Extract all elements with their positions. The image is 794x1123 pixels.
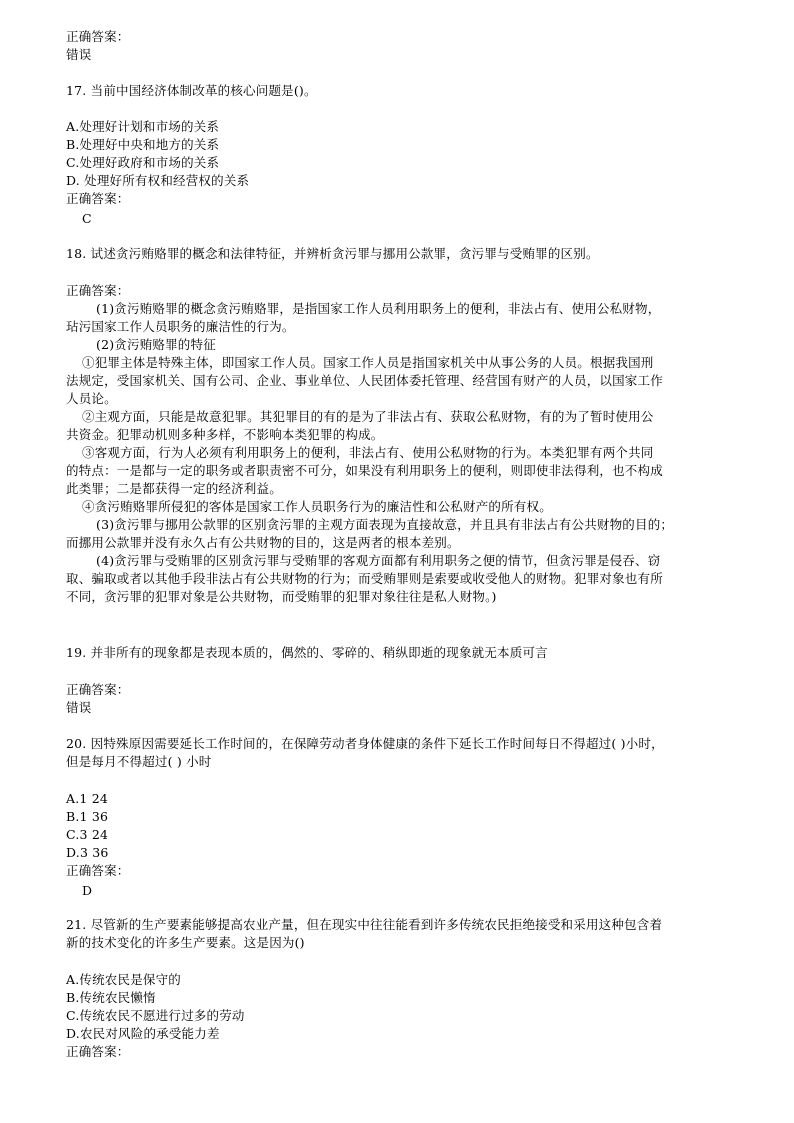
q21-option-d: D.农民对风险的承受能力差 xyxy=(66,1026,220,1041)
q17-option-c: C.处理好政府和市场的关系 xyxy=(66,155,220,170)
q21-question-line1: 21. 尽管新的生产要素能够提高农业产量，但在现实中往往能看到许多传统农民拒绝接受和采用这种包含着 xyxy=(66,917,663,932)
q21-question-line2: 新的技术变化的许多生产要素。这是因为() xyxy=(66,935,305,950)
q20-question-line1: 20. 因特殊原因需要延长工作时间的，在保障劳动者身体健康的条件下延长工作时间每日不得超过( )小时， xyxy=(66,736,664,751)
q18-answer-line: (1)贪污贿赂罪的概念贪污贿赂罪，是指国家工作人员利用职务上的便利，非法占有、使用公私财物， xyxy=(96,301,661,316)
q16-answer: 错误 xyxy=(66,47,92,62)
q21-option-b: B.传统农民懒惰 xyxy=(66,990,156,1005)
q18-answer-line: ②主观方面，只能是故意犯罪。其犯罪目的有的是为了非法占有、获取公私财物，有的为了暂时使用公 xyxy=(82,409,654,424)
q18-answer-line: 共资金。犯罪动机则多种多样，不影响本类犯罪的构成。 xyxy=(66,427,384,442)
q21-answer-label: 正确答案： xyxy=(66,1044,130,1059)
q18-answer-line: 不同，贪污罪的犯罪对象是公共财物，而受贿罪的犯罪对象往往是私人财物。) xyxy=(66,589,497,604)
q17-answer-label: 正确答案： xyxy=(66,191,130,206)
q18-answer-line: (2)贪污贿赂罪的特征 xyxy=(96,337,216,352)
q19-answer-label: 正确答案： xyxy=(66,682,130,697)
q18-answer-line: (3)贪污罪与挪用公款罪的区别贪污罪的主观方面表现为直接故意，并且具有非法占有公共财物的目的； xyxy=(96,517,674,532)
q17-option-b: B.处理好中央和地方的关系 xyxy=(66,137,220,152)
q20-option-c: C.3 24 xyxy=(66,827,109,842)
q21-option-a: A.传统农民是保守的 xyxy=(66,972,182,987)
q17-answer: C xyxy=(82,211,92,226)
q18-answer-line: 此类罪；二是都获得一定的经济利益。 xyxy=(66,481,282,496)
q18-answer-line: 人员论。 xyxy=(66,391,117,406)
q17-question: 17. 当前中国经济体制改革的核心问题是()。 xyxy=(66,83,317,98)
q20-option-a: A.1 24 xyxy=(66,791,109,806)
q19-question: 19. 并非所有的现象都是表现本质的，偶然的、零碎的、稍纵即逝的现象就无本质可言 xyxy=(66,645,548,660)
q18-answer-label: 正确答案： xyxy=(66,283,130,298)
q19-answer: 错误 xyxy=(66,700,92,715)
q17-option-a: A.处理好计划和市场的关系 xyxy=(66,119,220,134)
q18-answer-line: 的特点：一是都与一定的职务或者职责密不可分，如果没有利用职务上的便利，则即使非法得利，也不构成 xyxy=(66,463,663,478)
q18-answer-line: ③客观方面，行为人必须有利用职务上的便利，非法占有、使用公私财物的行为。本类犯罪有两个共同 xyxy=(82,445,654,460)
q20-option-d: D.3 36 xyxy=(66,845,109,860)
q18-answer-line: ④贪污贿赂罪所侵犯的客体是国家工作人员职务行为的廉洁性和公私财产的所有权。 xyxy=(82,499,552,514)
q21-option-c: C.传统农民不愿进行过多的劳动 xyxy=(66,1008,245,1023)
q18-answer-line: ①犯罪主体是特殊主体，即国家工作人员。国家工作人员是指国家机关中从事公务的人员。根据我国刑 xyxy=(82,355,654,370)
q20-answer-label: 正确答案： xyxy=(66,863,130,878)
q20-answer: D xyxy=(82,883,93,898)
q18-question: 18. 试述贪污贿赂罪的概念和法律特征，并辨析贪污罪与挪用公款罪，贪污罪与受贿罪的区别。 xyxy=(66,246,599,261)
q17-option-d: D. 处理好所有权和经营权的关系 xyxy=(66,173,250,188)
q20-option-b: B.1 36 xyxy=(66,809,109,824)
q18-answer-line: 法规定，受国家机关、国有公司、企业、事业单位、人民团体委托管理、经营国有财产的人员，以国家工作 xyxy=(66,373,663,388)
q18-answer-line: 玷污国家工作人员职务的廉洁性的行为。 xyxy=(66,319,295,334)
q16-answer-label: 正确答案： xyxy=(66,29,130,44)
q18-answer-line: 取、骗取或者以其他手段非法占有公共财物的行为；而受贿罪则是索要或收受他人的财物。犯罪对象也有所 xyxy=(66,571,663,586)
q18-answer-line: 而挪用公款罪并没有永久占有公共财物的目的，这是两者的根本差别。 xyxy=(66,535,460,550)
q20-question-line2: 但是每月不得超过( ) 小时 xyxy=(66,754,212,769)
q18-answer-line: (4)贪污罪与受贿罪的区别贪污罪与受贿罪的客观方面都有利用职务之便的情节，但贪污罪是侵吞、窃 xyxy=(96,553,661,568)
